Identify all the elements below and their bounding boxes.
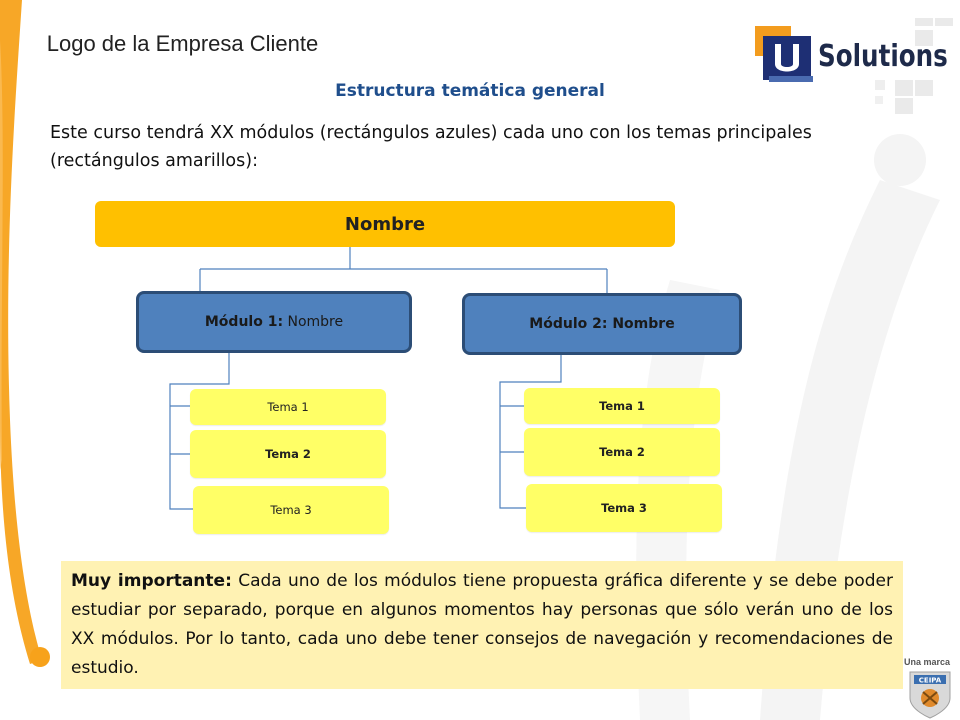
ceipa-name: CEIPA bbox=[918, 676, 942, 685]
module-1-tema-1: Tema 1 bbox=[190, 389, 386, 425]
module-2-tema-2: Tema 2 bbox=[524, 428, 720, 476]
module-1-label-rest: Nombre bbox=[283, 314, 344, 330]
module-1-tema-3: Tema 3 bbox=[193, 486, 389, 534]
module-1-tema-2: Tema 2 bbox=[190, 430, 386, 478]
module-1-label-bold: Módulo 1: bbox=[204, 314, 284, 330]
ceipa-tagline: Una marca bbox=[904, 657, 951, 667]
module-2-tema-1: Tema 1 bbox=[524, 388, 720, 424]
note-lead: Muy importante: bbox=[71, 571, 232, 591]
module-2-label-bold: Módulo 2: Nombre bbox=[529, 316, 675, 332]
root-node: Nombre bbox=[95, 201, 675, 247]
intro-text: Este curso tendrá XX módulos (rectángulos azules) cada uno con los temas principales (rectángulos amarillos): bbox=[50, 123, 812, 171]
page-title: Estructura temática general bbox=[335, 81, 605, 101]
important-note bbox=[61, 561, 903, 689]
note-text: Cada uno de los módulos tiene propuesta gráfica diferente y se debe poder estudiar por separado, porque en algunos momentos hay personas que sólo verán uno de los XX módulos. Por lo tanto, cada uno debe tener consejos de navegación y recomendaciones de estudio. bbox=[71, 571, 893, 678]
module-1-node bbox=[136, 291, 412, 353]
ceipa-shield-logo bbox=[900, 656, 960, 720]
module-2-node bbox=[462, 293, 742, 355]
brand-name: Solutions bbox=[818, 39, 948, 74]
client-logo-placeholder: Logo de la Empresa Cliente bbox=[46, 31, 319, 56]
module-2-tema-3: Tema 3 bbox=[526, 484, 722, 532]
